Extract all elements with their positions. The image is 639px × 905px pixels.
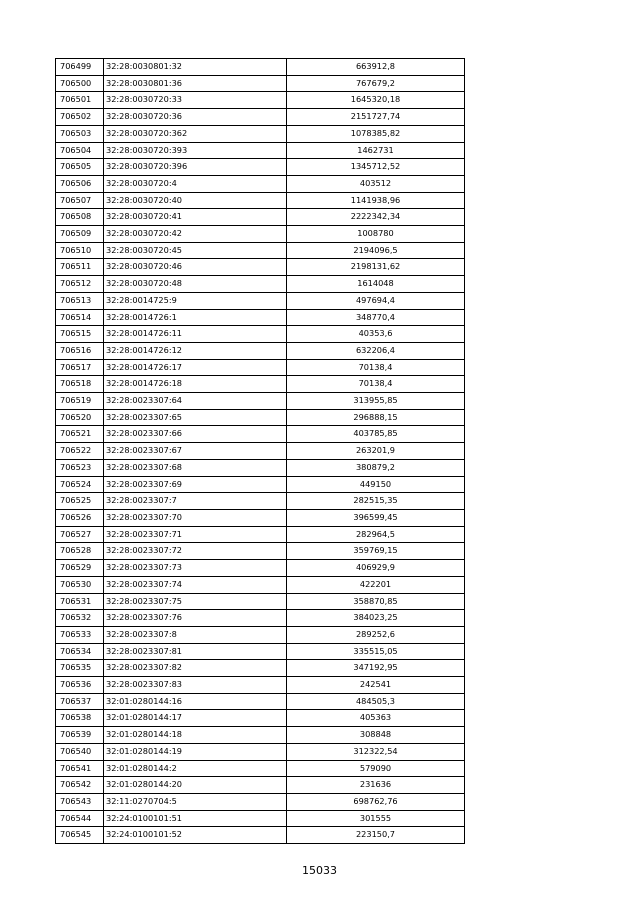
value-cell: 2194096,5 — [287, 242, 465, 259]
cadastral-number-cell: 32:28:0023307:72 — [104, 543, 287, 560]
value-cell: 263201,9 — [287, 443, 465, 460]
table-row — [56, 543, 465, 560]
cadastral-number-cell: 32:28:0030801:36 — [104, 75, 287, 92]
registry-table-body — [56, 59, 465, 844]
cadastral-number-cell: 32:28:0030801:32 — [104, 59, 287, 76]
cadastral-number-cell: 32:28:0014726:18 — [104, 376, 287, 393]
row-number-cell: 706534 — [56, 643, 104, 660]
value-cell: 449150 — [287, 476, 465, 493]
row-number-cell: 706525 — [56, 493, 104, 510]
table-row — [56, 677, 465, 694]
row-number-cell: 706532 — [56, 610, 104, 627]
value-cell: 396599,45 — [287, 509, 465, 526]
row-number-cell: 706517 — [56, 359, 104, 376]
row-number-cell: 706543 — [56, 793, 104, 810]
row-number-cell: 706522 — [56, 443, 104, 460]
table-row — [56, 142, 465, 159]
cadastral-number-cell: 32:28:0023307:68 — [104, 459, 287, 476]
cadastral-number-cell: 32:28:0030720:36 — [104, 109, 287, 126]
row-number-cell: 706533 — [56, 626, 104, 643]
table-row — [56, 393, 465, 410]
value-cell: 1462731 — [287, 142, 465, 159]
table-row — [56, 292, 465, 309]
value-cell: 1345712,52 — [287, 159, 465, 176]
value-cell: 359769,15 — [287, 543, 465, 560]
value-cell: 347192,95 — [287, 660, 465, 677]
value-cell: 698762,76 — [287, 793, 465, 810]
row-number-cell: 706516 — [56, 342, 104, 359]
row-number-cell: 706538 — [56, 710, 104, 727]
table-row — [56, 476, 465, 493]
row-number-cell: 706508 — [56, 209, 104, 226]
cadastral-number-cell: 32:28:0030720:46 — [104, 259, 287, 276]
table-row — [56, 509, 465, 526]
cadastral-number-cell: 32:28:0023307:8 — [104, 626, 287, 643]
value-cell: 348770,4 — [287, 309, 465, 326]
table-row — [56, 309, 465, 326]
cadastral-number-cell: 32:28:0014725:9 — [104, 292, 287, 309]
cadastral-number-cell: 32:28:0030720:48 — [104, 276, 287, 293]
row-number-cell: 706509 — [56, 226, 104, 243]
row-number-cell: 706531 — [56, 593, 104, 610]
cadastral-number-cell: 32:28:0014726:11 — [104, 326, 287, 343]
row-number-cell: 706511 — [56, 259, 104, 276]
cadastral-number-cell: 32:28:0023307:82 — [104, 660, 287, 677]
value-cell: 282515,35 — [287, 493, 465, 510]
table-row — [56, 376, 465, 393]
value-cell: 405363 — [287, 710, 465, 727]
cadastral-number-cell: 32:28:0030720:45 — [104, 242, 287, 259]
row-number-cell: 706544 — [56, 810, 104, 827]
registry-table — [55, 58, 465, 844]
value-cell: 282964,5 — [287, 526, 465, 543]
table-row — [56, 827, 465, 844]
cadastral-number-cell: 32:28:0023307:64 — [104, 393, 287, 410]
value-cell: 308848 — [287, 727, 465, 744]
row-number-cell: 706507 — [56, 192, 104, 209]
row-number-cell: 706528 — [56, 543, 104, 560]
table-row — [56, 92, 465, 109]
row-number-cell: 706505 — [56, 159, 104, 176]
cadastral-number-cell: 32:28:0023307:83 — [104, 677, 287, 694]
table-row — [56, 242, 465, 259]
table-row — [56, 326, 465, 343]
row-number-cell: 706519 — [56, 393, 104, 410]
table-row — [56, 760, 465, 777]
cadastral-number-cell: 32:28:0030720:33 — [104, 92, 287, 109]
cadastral-number-cell: 32:11:0270704:5 — [104, 793, 287, 810]
table-row — [56, 192, 465, 209]
value-cell: 1078385,82 — [287, 125, 465, 142]
value-cell: 2222342,34 — [287, 209, 465, 226]
value-cell: 1141938,96 — [287, 192, 465, 209]
row-number-cell: 706502 — [56, 109, 104, 126]
cadastral-number-cell: 32:28:0023307:74 — [104, 576, 287, 593]
cadastral-number-cell: 32:24:0100101:51 — [104, 810, 287, 827]
row-number-cell: 706506 — [56, 175, 104, 192]
row-number-cell: 706545 — [56, 827, 104, 844]
row-number-cell: 706503 — [56, 125, 104, 142]
value-cell: 497694,4 — [287, 292, 465, 309]
table-row — [56, 626, 465, 643]
value-cell: 70138,4 — [287, 376, 465, 393]
table-row — [56, 409, 465, 426]
value-cell: 767679,2 — [287, 75, 465, 92]
value-cell: 70138,4 — [287, 359, 465, 376]
table-row — [56, 276, 465, 293]
value-cell: 358870,85 — [287, 593, 465, 610]
row-number-cell: 706540 — [56, 743, 104, 760]
table-row — [56, 710, 465, 727]
value-cell: 2198131,62 — [287, 259, 465, 276]
value-cell: 2151727,74 — [287, 109, 465, 126]
cadastral-number-cell: 32:28:0023307:7 — [104, 493, 287, 510]
cadastral-number-cell: 32:28:0030720:396 — [104, 159, 287, 176]
table-row — [56, 777, 465, 794]
row-number-cell: 706518 — [56, 376, 104, 393]
cadastral-number-cell: 32:28:0030720:40 — [104, 192, 287, 209]
cadastral-number-cell: 32:01:0280144:18 — [104, 727, 287, 744]
table-row — [56, 175, 465, 192]
page-number: 15033 — [302, 864, 337, 877]
cadastral-number-cell: 32:28:0030720:4 — [104, 175, 287, 192]
row-number-cell: 706500 — [56, 75, 104, 92]
table-row — [56, 159, 465, 176]
table-row — [56, 426, 465, 443]
table-row — [56, 459, 465, 476]
table-row — [56, 443, 465, 460]
row-number-cell: 706520 — [56, 409, 104, 426]
row-number-cell: 706542 — [56, 777, 104, 794]
cadastral-number-cell: 32:28:0023307:71 — [104, 526, 287, 543]
cadastral-number-cell: 32:01:0280144:17 — [104, 710, 287, 727]
value-cell: 312322,54 — [287, 743, 465, 760]
value-cell: 335515,05 — [287, 643, 465, 660]
value-cell: 632206,4 — [287, 342, 465, 359]
row-number-cell: 706527 — [56, 526, 104, 543]
row-number-cell: 706536 — [56, 677, 104, 694]
table-row — [56, 560, 465, 577]
cadastral-number-cell: 32:28:0030720:42 — [104, 226, 287, 243]
cadastral-number-cell: 32:28:0023307:81 — [104, 643, 287, 660]
cadastral-number-cell: 32:01:0280144:20 — [104, 777, 287, 794]
cadastral-number-cell: 32:28:0030720:393 — [104, 142, 287, 159]
value-cell: 1645320,18 — [287, 92, 465, 109]
table-row — [56, 75, 465, 92]
cadastral-number-cell: 32:01:0280144:16 — [104, 693, 287, 710]
table-row — [56, 693, 465, 710]
value-cell: 1614048 — [287, 276, 465, 293]
value-cell: 380879,2 — [287, 459, 465, 476]
table-row — [56, 209, 465, 226]
row-number-cell: 706499 — [56, 59, 104, 76]
row-number-cell: 706521 — [56, 426, 104, 443]
value-cell: 403512 — [287, 175, 465, 192]
table-row — [56, 359, 465, 376]
cadastral-number-cell: 32:24:0100101:52 — [104, 827, 287, 844]
value-cell: 1008780 — [287, 226, 465, 243]
table-row — [56, 342, 465, 359]
row-number-cell: 706530 — [56, 576, 104, 593]
value-cell: 231636 — [287, 777, 465, 794]
cadastral-number-cell: 32:28:0023307:75 — [104, 593, 287, 610]
cadastral-number-cell: 32:28:0023307:73 — [104, 560, 287, 577]
cadastral-number-cell: 32:28:0014726:12 — [104, 342, 287, 359]
value-cell: 242541 — [287, 677, 465, 694]
table-row — [56, 109, 465, 126]
row-number-cell: 706514 — [56, 309, 104, 326]
table-row — [56, 526, 465, 543]
table-row — [56, 743, 465, 760]
row-number-cell: 706535 — [56, 660, 104, 677]
row-number-cell: 706513 — [56, 292, 104, 309]
value-cell: 579090 — [287, 760, 465, 777]
value-cell: 422201 — [287, 576, 465, 593]
value-cell: 313955,85 — [287, 393, 465, 410]
table-row — [56, 793, 465, 810]
table-row — [56, 610, 465, 627]
cadastral-number-cell: 32:28:0030720:362 — [104, 125, 287, 142]
row-number-cell: 706515 — [56, 326, 104, 343]
table-row — [56, 59, 465, 76]
value-cell: 663912,8 — [287, 59, 465, 76]
row-number-cell: 706510 — [56, 242, 104, 259]
row-number-cell: 706541 — [56, 760, 104, 777]
cadastral-number-cell: 32:28:0023307:67 — [104, 443, 287, 460]
value-cell: 296888,15 — [287, 409, 465, 426]
value-cell: 301555 — [287, 810, 465, 827]
table-row — [56, 727, 465, 744]
value-cell: 40353,6 — [287, 326, 465, 343]
cadastral-number-cell: 32:28:0023307:66 — [104, 426, 287, 443]
row-number-cell: 706501 — [56, 92, 104, 109]
row-number-cell: 706529 — [56, 560, 104, 577]
row-number-cell: 706537 — [56, 693, 104, 710]
row-number-cell: 706512 — [56, 276, 104, 293]
value-cell: 406929,9 — [287, 560, 465, 577]
table-row — [56, 576, 465, 593]
row-number-cell: 706523 — [56, 459, 104, 476]
table-row — [56, 493, 465, 510]
table-row — [56, 226, 465, 243]
value-cell: 403785,85 — [287, 426, 465, 443]
table-row — [56, 643, 465, 660]
cadastral-number-cell: 32:28:0023307:65 — [104, 409, 287, 426]
cadastral-number-cell: 32:28:0023307:69 — [104, 476, 287, 493]
cadastral-number-cell: 32:28:0023307:70 — [104, 509, 287, 526]
table-row — [56, 810, 465, 827]
value-cell: 384023,25 — [287, 610, 465, 627]
table-row — [56, 660, 465, 677]
cadastral-number-cell: 32:01:0280144:19 — [104, 743, 287, 760]
row-number-cell: 706539 — [56, 727, 104, 744]
cadastral-number-cell: 32:01:0280144:2 — [104, 760, 287, 777]
cadastral-number-cell: 32:28:0014726:17 — [104, 359, 287, 376]
row-number-cell: 706504 — [56, 142, 104, 159]
value-cell: 484505,3 — [287, 693, 465, 710]
row-number-cell: 706526 — [56, 509, 104, 526]
value-cell: 289252,6 — [287, 626, 465, 643]
cadastral-number-cell: 32:28:0030720:41 — [104, 209, 287, 226]
value-cell: 223150,7 — [287, 827, 465, 844]
row-number-cell: 706524 — [56, 476, 104, 493]
cadastral-number-cell: 32:28:0023307:76 — [104, 610, 287, 627]
table-row — [56, 259, 465, 276]
table-row — [56, 593, 465, 610]
table-row — [56, 125, 465, 142]
cadastral-number-cell: 32:28:0014726:1 — [104, 309, 287, 326]
